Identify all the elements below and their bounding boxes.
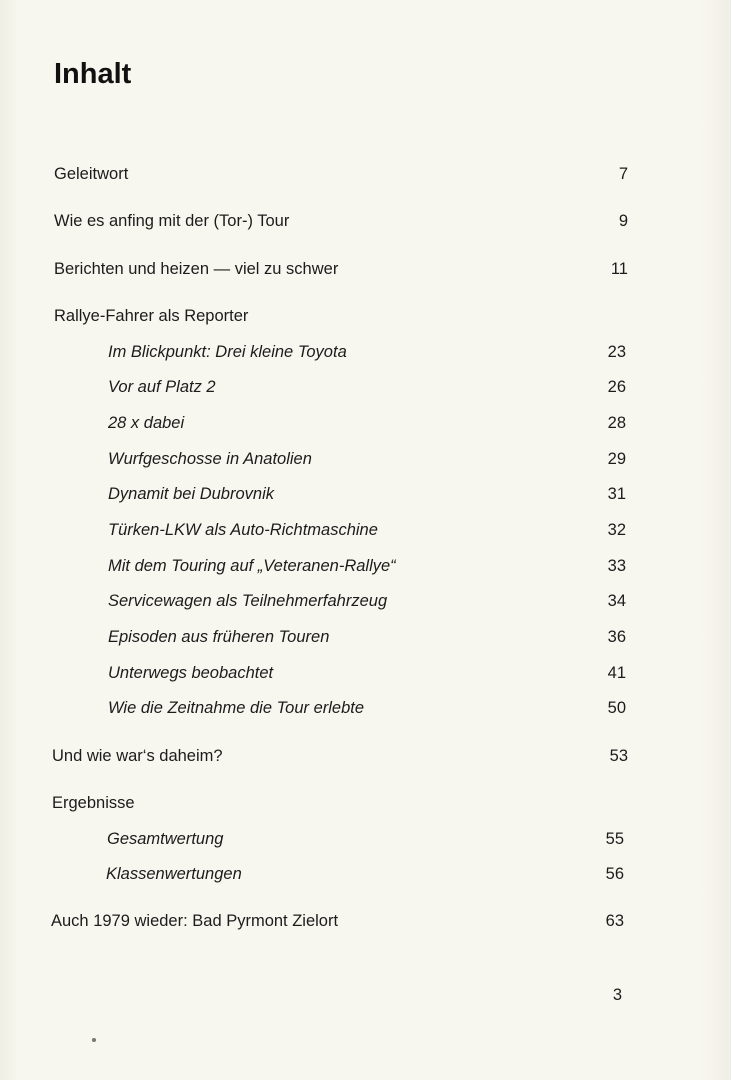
toc-entry-page: 9: [618, 212, 628, 230]
toc-entry-page: 28: [607, 414, 626, 432]
toc-entry-title: Wie es anfing mit der (Tor-) Tour: [54, 212, 290, 230]
toc-entry: [0, 209, 731, 233]
toc-section-heading: [0, 791, 731, 815]
toc-entry-title: Klassenwertungen: [106, 865, 242, 883]
toc-subentry: [0, 862, 731, 886]
toc-entry: [0, 909, 731, 933]
toc-entry-title: Episoden aus früheren Touren: [108, 628, 330, 646]
toc-subentry: [0, 589, 731, 613]
toc-entry-page: 23: [607, 343, 626, 361]
toc-subentry: [0, 447, 731, 471]
toc-entry: [0, 744, 731, 768]
toc-section-heading: [0, 304, 731, 328]
toc-entry-title: Unterwegs beobachtet: [108, 664, 274, 682]
toc-entry-page: 36: [607, 628, 626, 646]
toc-entry-page: 41: [607, 664, 626, 682]
toc-subentry: [0, 375, 731, 399]
toc-entry-title: Servicewagen als Teilnehmerfahrzeug: [108, 592, 388, 610]
toc-entry-page: 33: [607, 557, 626, 575]
ink-speck: [92, 1038, 96, 1042]
toc-entry-title: Vor auf Platz 2: [108, 378, 216, 396]
toc-entry-title: Und wie war‘s daheim?: [52, 747, 223, 765]
toc-entry-page: 7: [618, 165, 628, 183]
toc-entry-page: 50: [607, 699, 626, 717]
toc-entry: [0, 162, 731, 186]
toc-entry-page: 29: [607, 450, 626, 468]
toc-entry-title: 28 x dabei: [108, 414, 185, 432]
toc-entry-page: 53: [609, 747, 628, 765]
toc-entry-page: 26: [607, 378, 626, 396]
toc-entry-title: Wie die Zeitnahme die Tour erlebte: [108, 699, 365, 717]
toc-entry-title: Rallye-Fahrer als Reporter: [54, 307, 249, 325]
toc-entry-title: Mit dem Touring auf „Veteranen-Rallye“: [108, 557, 396, 575]
toc-entry-title: Im Blickpunkt: Drei kleine Toyota: [108, 343, 347, 361]
toc-entry-page: 63: [605, 912, 624, 930]
toc-entry: [0, 257, 731, 281]
toc-subentry: [0, 554, 731, 578]
toc-subentry: [0, 696, 731, 720]
page-title: Inhalt: [54, 58, 132, 90]
toc-entry-page: 34: [607, 592, 626, 610]
toc-entry-title: Auch 1979 wieder: Bad Pyrmont Zielort: [51, 912, 339, 930]
toc-entry-page: 55: [605, 830, 624, 848]
toc-subentry: [0, 827, 731, 851]
toc-subentry: [0, 518, 731, 542]
toc-subentry: [0, 625, 731, 649]
toc-subentry: [0, 411, 731, 435]
toc-subentry: [0, 340, 731, 364]
toc-subentry: [0, 661, 731, 685]
toc-subentry: [0, 482, 731, 506]
toc-entry-page: 11: [610, 260, 628, 278]
toc-entry-title: Geleitwort: [54, 165, 129, 183]
page-number: 3: [612, 986, 622, 1004]
toc-entry-title: Wurfgeschosse in Anatolien: [108, 450, 312, 468]
toc-entry-page: 32: [607, 521, 626, 539]
toc-entry-page: 31: [607, 485, 626, 503]
toc-entry-title: Berichten und heizen — viel zu schwer: [54, 260, 339, 278]
toc-entry-title: Ergebnisse: [52, 794, 135, 812]
toc-entry-page: 56: [605, 865, 624, 883]
toc-entry-title: Gesamtwertung: [107, 830, 224, 848]
toc-entry-title: Türken-LKW als Auto-Richtmaschine: [108, 521, 378, 539]
toc-entry-title: Dynamit bei Dubrovnik: [108, 485, 274, 503]
